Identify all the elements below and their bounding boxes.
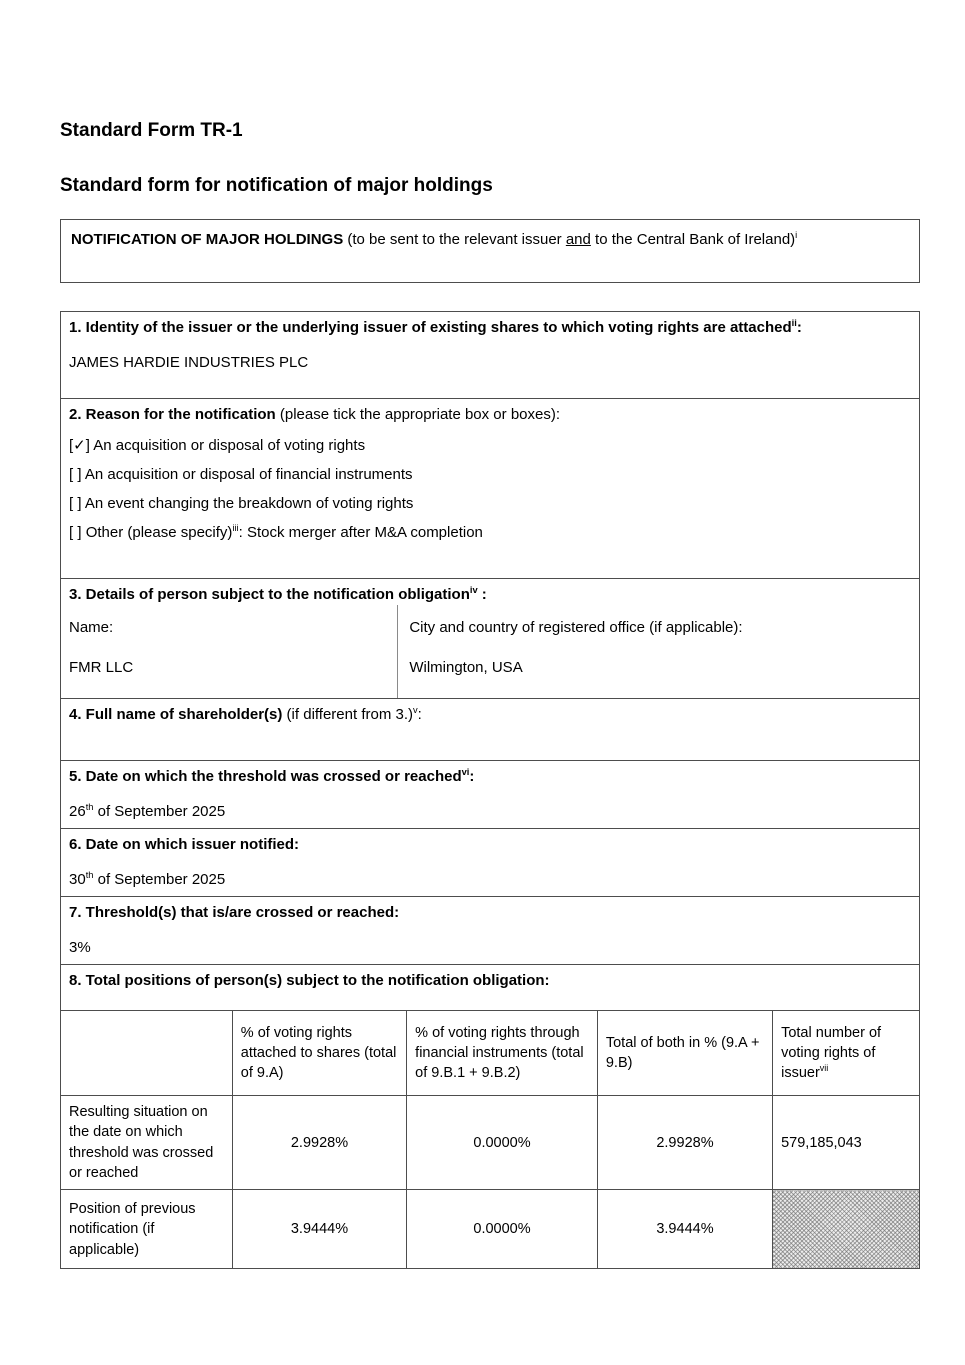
previous-financial-pct: 0.0000% [407, 1190, 598, 1269]
section-5-threshold-crossed-date [61, 760, 919, 828]
ordinal-suffix: th [85, 802, 94, 813]
table-row-resulting-situation [61, 1096, 920, 1190]
tr1-form-box [60, 311, 920, 1269]
person-details-columns [61, 605, 919, 698]
registered-office-value: Wilmington, USA [409, 659, 523, 677]
previous-voting-shares-pct: 3.9444% [232, 1190, 406, 1269]
section-3-heading: 3. Details of person subject to the notification obligation$^{iv}$ : [69, 585, 487, 604]
table-header-row [61, 1011, 920, 1096]
issuer-name: JAMES HARDIE INDUSTRIES PLC [69, 354, 309, 372]
reason-option-breakdown-change [69, 493, 911, 514]
reason-option-label: An acquisition or disposal of voting rights [93, 437, 366, 455]
section-1-heading: 1. Identity of the issuer or the underlying issuer of existing shares to which voting rights are attached$^{ii}$: [69, 318, 802, 337]
section-5-heading: 5. Date on which the threshold was crossed or reached$^{vi}$: [69, 767, 475, 786]
section-7-heading: 7. Threshold(s) that is/are crossed or reached: [69, 904, 400, 922]
checkbox-mark-checked: [✓] [69, 437, 90, 455]
footnote-ref-ii: ii [791, 318, 797, 329]
checkbox-mark-unchecked: [ ] [69, 495, 82, 513]
previous-total-voting-rights-hatched-cell [773, 1190, 920, 1269]
reason-option-label: An acquisition or disposal of financial instruments [84, 466, 413, 484]
name-label: Name: [69, 619, 114, 637]
section-3-person-details [61, 578, 919, 698]
section-8-heading: 8. Total positions of person(s) subject to the notification obligation: [69, 972, 550, 990]
footnote-ref-vi: vi [461, 767, 470, 778]
reason-option-label: An event changing the breakdown of voting rights [84, 495, 414, 513]
reason-option-financial-instruments [69, 464, 911, 485]
footnote-ref-iv: iv [469, 585, 478, 596]
reason-options [69, 435, 911, 543]
page-title: Standard Form TR-1 [60, 120, 243, 141]
issuer-notified-date: 30th of September 2025 [69, 870, 226, 889]
resulting-financial-pct: 0.0000% [407, 1096, 598, 1190]
row-label-previous-notification: Position of previous notification (if applicable) [61, 1190, 233, 1269]
section-6-heading: 6. Date on which issuer notified: [69, 836, 300, 854]
table-row-previous-notification [61, 1190, 920, 1269]
section-4-shareholder-name [61, 698, 919, 760]
section-1-issuer-identity [61, 312, 919, 398]
row-label-resulting-situation: Resulting situation on the date on which threshold was crossed or reached [61, 1096, 233, 1190]
person-name-column [61, 605, 397, 698]
section-7-thresholds [61, 896, 919, 964]
resulting-total-voting-rights: 579,185,043 [773, 1096, 920, 1190]
threshold-crossed-date: 26th of September 2025 [69, 802, 226, 821]
section-6-issuer-notified-date [61, 828, 919, 896]
total-positions-table [60, 1010, 920, 1269]
header-voting-rights-financial: % of voting rights through financial instruments (total of 9.B.1 + 9.B.2) [407, 1011, 598, 1096]
section-8-total-positions [61, 964, 919, 1010]
notification-notice-box [60, 219, 920, 283]
header-blank-cell [61, 1011, 233, 1096]
registered-office-column [397, 605, 919, 698]
header-voting-rights-shares: % of voting rights attached to shares (total of 9.A) [232, 1011, 406, 1096]
page-subtitle: Standard form for notification of major holdings [60, 174, 493, 196]
resulting-total-pct: 2.9928% [597, 1096, 772, 1190]
section-4-heading: 4. Full name of shareholder(s) (if different from 3.)$^v$: [69, 705, 422, 724]
section-2-notification-reason [61, 398, 919, 578]
footnote-ref-iii: iii [232, 523, 239, 534]
footnote-ref-vii: vii [819, 1063, 829, 1074]
checkbox-mark-unchecked: [ ] [69, 466, 82, 484]
section-2-heading: 2. Reason for the notification (please tick the appropriate box or boxes): [69, 406, 561, 424]
reason-option-voting-rights [69, 435, 911, 456]
notification-notice-text: NOTIFICATION OF MAJOR HOLDINGS (to be sent to the relevant issuer and to the Central Bank of Ireland)$^i$ [71, 230, 798, 249]
reason-option-other [69, 522, 911, 543]
name-value: FMR LLC [69, 659, 134, 677]
reason-option-label: Other (please specify) [85, 524, 233, 542]
previous-total-pct: 3.9444% [597, 1190, 772, 1269]
reason-option-other-detail: : Stock merger after M&A completion [238, 524, 483, 542]
threshold-value: 3% [69, 939, 91, 957]
header-total-voting-rights: Total number of voting rights of issuer$^{vii}$ [773, 1011, 920, 1096]
footnote-ref-i: i [795, 230, 798, 241]
footnote-ref-v: v [413, 705, 418, 716]
underlined-and: and [565, 231, 591, 249]
registered-office-label: City and country of registered office (if applicable): [409, 619, 743, 637]
ordinal-suffix: th [85, 870, 94, 881]
resulting-voting-shares-pct: 2.9928% [232, 1096, 406, 1190]
checkbox-mark-unchecked: [ ] [69, 524, 82, 542]
header-total-both-pct: Total of both in % (9.A + 9.B) [597, 1011, 772, 1096]
